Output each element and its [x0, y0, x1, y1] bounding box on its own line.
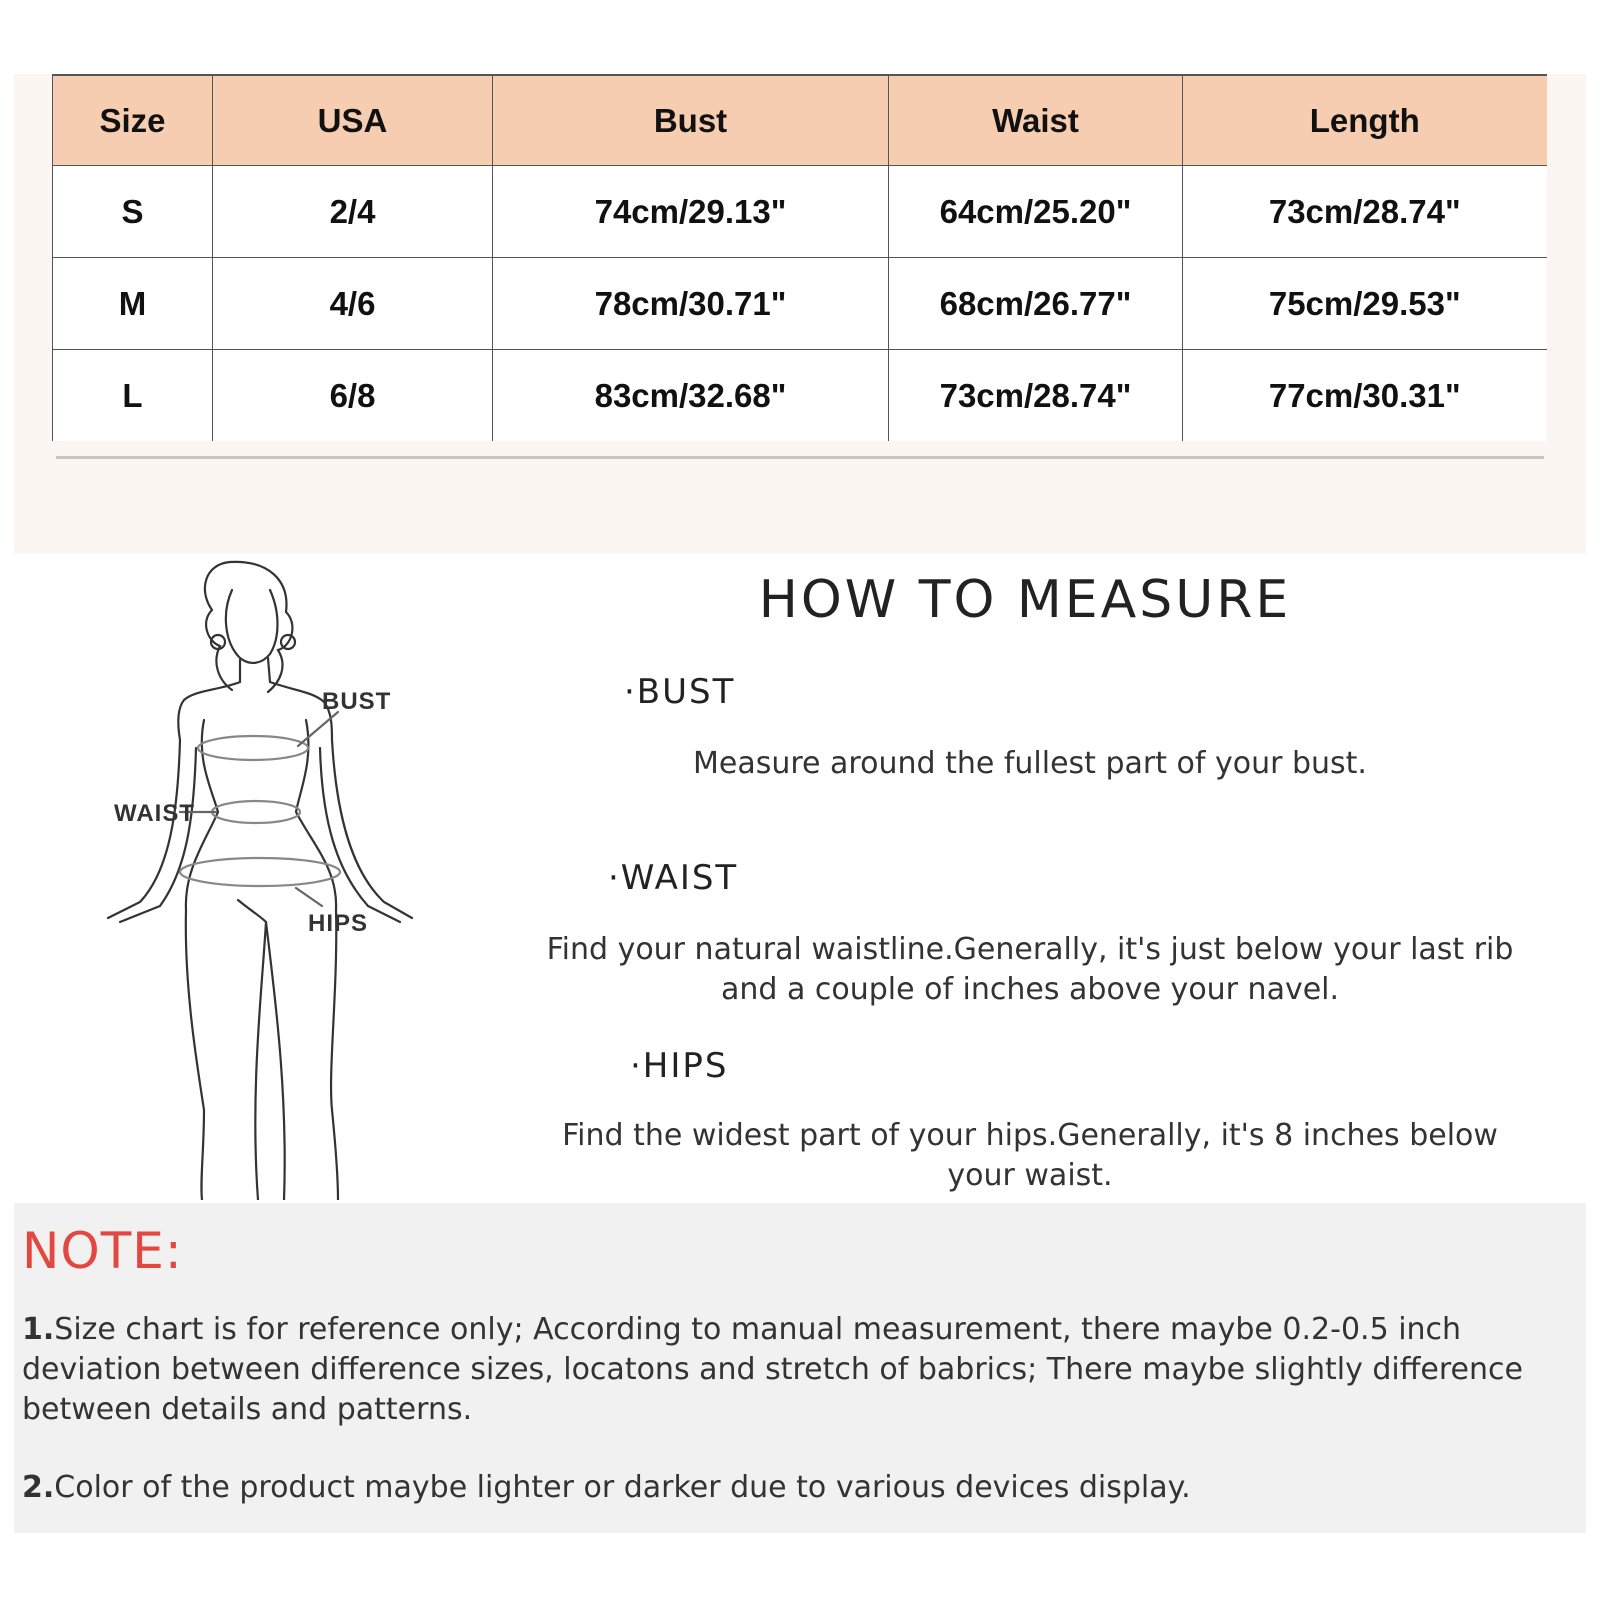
note-item-text: Color of the product maybe lighter or darker due to various devices display. — [54, 1470, 1191, 1505]
header-bust: Bust — [493, 75, 889, 166]
table-row — [53, 258, 1547, 350]
table-header-row — [53, 75, 1547, 166]
section-text-bust: Measure around the fullest part of your bust. — [693, 746, 1367, 781]
cell-waist: 64cm/25.20" — [889, 166, 1183, 258]
note-item-2 — [22, 1468, 1572, 1508]
cell-waist: 73cm/28.74" — [889, 350, 1183, 442]
cell-bust: 78cm/30.71" — [493, 258, 889, 350]
note-item-text: Size chart is for reference only; According to manual measurement, there maybe 0.2-0.5 inch deviation between difference sizes, locatons and stretch of babrics; There maybe slightly difference between details and patterns. — [22, 1312, 1523, 1427]
header-length: Length — [1183, 75, 1547, 166]
figure-label-hips: HIPS — [308, 910, 369, 937]
cell-usa: 2/4 — [213, 166, 493, 258]
header-waist: Waist — [889, 75, 1183, 166]
cell-size: M — [53, 258, 213, 350]
body-outline-icon — [100, 550, 440, 1200]
figure-label-waist: WAIST — [114, 800, 195, 827]
cell-size: S — [53, 166, 213, 258]
section-heading-hips: ·HIPS — [630, 1046, 729, 1086]
cell-usa: 4/6 — [213, 258, 493, 350]
body-figure — [100, 550, 440, 1200]
divider — [56, 456, 1544, 459]
cell-bust: 74cm/29.13" — [493, 166, 889, 258]
section-text-waist: Find your natural waistline.Generally, it's just below your last rib and a couple of inches above your navel. — [546, 932, 1514, 1007]
note-item-number: 1. — [22, 1312, 55, 1347]
cell-size: L — [53, 350, 213, 442]
note-item-number: 2. — [22, 1470, 55, 1505]
cell-length: 73cm/28.74" — [1183, 166, 1547, 258]
note-item-1 — [22, 1310, 1572, 1430]
note-title: NOTE: — [22, 1222, 183, 1280]
figure-label-bust: BUST — [322, 688, 392, 715]
cell-usa: 6/8 — [213, 350, 493, 442]
cell-length: 77cm/30.31" — [1183, 350, 1547, 442]
cell-bust: 83cm/32.68" — [493, 350, 889, 442]
header-size: Size — [53, 75, 213, 166]
section-heading-waist: ·WAIST — [608, 858, 739, 898]
how-to-measure-title: HOW TO MEASURE — [758, 570, 1292, 630]
header-usa: USA — [213, 75, 493, 166]
table-row — [53, 166, 1547, 258]
cell-waist: 68cm/26.77" — [889, 258, 1183, 350]
table-row — [53, 350, 1547, 442]
size-chart-table — [52, 74, 1547, 441]
section-heading-bust: ·BUST — [624, 672, 736, 712]
section-text-hips: Find the widest part of your hips.Generally, it's 8 inches below your waist. — [562, 1118, 1498, 1193]
cell-length: 75cm/29.53" — [1183, 258, 1547, 350]
